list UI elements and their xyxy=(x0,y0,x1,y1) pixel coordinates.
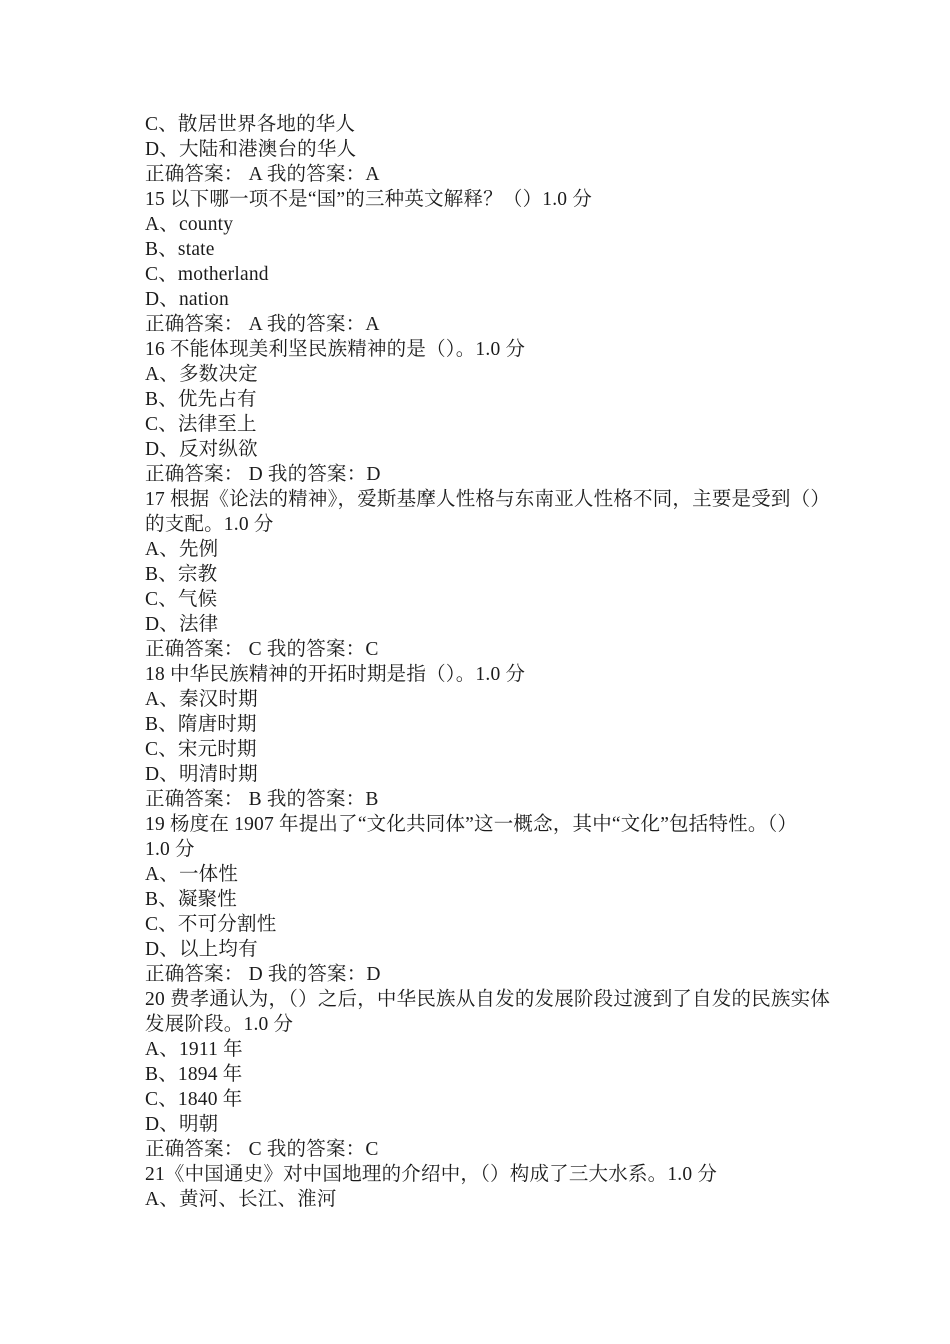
option-line: D、大陆和港澳台的华人 xyxy=(145,139,357,160)
option-line: C、1840 年 xyxy=(145,1089,243,1110)
question-block xyxy=(145,112,845,187)
answer-line: 正确答案： C 我的答案：C xyxy=(145,1139,379,1160)
answer-line: 正确答案： C 我的答案：C xyxy=(145,639,379,660)
question-text-line: 17 根据《论法的精神》，爱斯基摩人性格与东南亚人性格不同，主要是受到（） xyxy=(145,489,831,510)
option-line: A、一体性 xyxy=(145,864,239,885)
option-line: B、优先占有 xyxy=(145,389,257,410)
option-line: A、秦汉时期 xyxy=(145,689,258,710)
option-line: B、凝聚性 xyxy=(145,889,238,910)
option-line: A、多数决定 xyxy=(145,364,258,385)
option-line: D、以上均有 xyxy=(145,939,258,960)
option-line: C、宋元时期 xyxy=(145,739,257,760)
question-block xyxy=(145,487,845,662)
option-line: A、county xyxy=(145,214,234,235)
question-block xyxy=(145,812,845,987)
question-text-line: 1.0 分 xyxy=(145,839,195,860)
question-text-line: 15 以下哪一项不是“国”的三种英文解释？（）1.0 分 xyxy=(145,189,593,210)
question-text-line: 20 费孝通认为，（）之后，中华民族从自发的发展阶段过渡到了自发的民族实体 xyxy=(145,989,831,1010)
option-line: B、宗教 xyxy=(145,564,218,585)
option-line: D、nation xyxy=(145,289,229,310)
option-line: D、反对纵欲 xyxy=(145,439,258,460)
answer-line: 正确答案： A 我的答案：A xyxy=(145,314,380,335)
option-line: D、明朝 xyxy=(145,1114,219,1135)
option-line: C、气候 xyxy=(145,589,218,610)
answer-line: 正确答案： B 我的答案：B xyxy=(145,789,379,810)
question-text-line: 发展阶段。1.0 分 xyxy=(145,1014,294,1035)
question-block xyxy=(145,987,845,1162)
question-text-line: 16 不能体现美利坚民族精神的是（）。1.0 分 xyxy=(145,339,526,360)
option-line: C、motherland xyxy=(145,264,269,285)
option-line: B、隋唐时期 xyxy=(145,714,257,735)
option-line: C、散居世界各地的华人 xyxy=(145,114,356,135)
option-line: A、黄河、长江、淮河 xyxy=(145,1189,337,1210)
question-block xyxy=(145,187,845,337)
quiz-document xyxy=(145,112,845,1212)
option-line: B、state xyxy=(145,239,215,260)
option-line: A、先例 xyxy=(145,539,219,560)
question-block xyxy=(145,1162,845,1212)
option-line: B、1894 年 xyxy=(145,1064,243,1085)
question-text-line: 19 杨度在 1907 年提出了“文化共同体”这一概念，其中“文化”包括特性。（） xyxy=(145,814,798,835)
answer-line: 正确答案： D 我的答案：D xyxy=(145,964,381,985)
option-line: A、1911 年 xyxy=(145,1039,243,1060)
option-line: D、明清时期 xyxy=(145,764,258,785)
question-block xyxy=(145,337,845,487)
option-line: D、法律 xyxy=(145,614,219,635)
answer-line: 正确答案： A 我的答案：A xyxy=(145,164,380,185)
question-text-line: 18 中华民族精神的开拓时期是指（）。1.0 分 xyxy=(145,664,526,685)
option-line: C、不可分割性 xyxy=(145,914,277,935)
question-text-line: 21《中国通史》对中国地理的介绍中，（）构成了三大水系。1.0 分 xyxy=(145,1164,718,1185)
question-block xyxy=(145,662,845,812)
option-line: C、法律至上 xyxy=(145,414,257,435)
answer-line: 正确答案： D 我的答案：D xyxy=(145,464,381,485)
question-text-line: 的支配。1.0 分 xyxy=(145,514,274,535)
